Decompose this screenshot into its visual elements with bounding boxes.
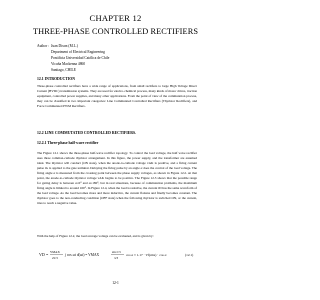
equation-number: (12.1) [185,253,194,257]
equation-integral: ∫ cos ωt d(ωt) = VMAX [65,253,100,257]
body-paragraph: The Figure 12.1 shows the three-phase half-wave rectifier topology. To control the load voltage, the half wave rectifier uses three common-cathode thyristor arrangement. In this figure, the power supply, and the transformer are assumed ideal. The thyristor will conduct (ON state), when the anode-to-cathode voltage vAK is positive, and a firing current pulse iG is applied to the gate terminal. Delaying the firing pulse by an angle α does the control of the load voltage. The firing angle α is measured from the crossing point between the phase supply voltages, as shown in Figure 12.2. At that point, the anode-to-cathode thyristor voltage vAK begins to be positive. The Figure 12.3 shows that the possible range for gating delay is between α=0° and α=180°, but in real situations, because of commutation problems, the maximum firing angle is limited to around 160°. In Figure 12.4, when the load is resistive, the current iD has the same waveform of the load voltage. As the load becomes more and more inductive, the current flattens and finally becomes constant. The thyristor goes to the non-conducting condition (OFF state) when the following thyristor is switched ON, or the current, tries to reach a negative value. [37,151,197,205]
section-heading-line-commutated: 12.2 LINE COMMUTATED CONTROLLED RECTIFIERS. [37,131,137,135]
author-university: Pontificia Universidad Católica de Chile [51,55,110,60]
intro-paragraph: Three-phase controlled rectifiers have a wide range of applications, from small rectifiers to large High Voltage Direct Current (HVDC) transmission systems. They are used for electro-chemical process, many kinds of motor drives, traction equipment, controlled power supplies, and many other applications. From the point of view of the commutation process, they can be classified in two important categories: Line Commutated Controlled Rectifiers (Thyristor Rectifiers), and Force Commutated PWM Rectifiers. [37,84,197,108]
page-number: 12-1 [112,281,119,285]
author-lines [51,44,109,74]
chapter-number: CHAPTER 12 [89,13,142,23]
author-label: Author : [37,44,50,48]
equation-tail: cos α ≈ 1.17 · Vf(rms) · cos α [126,253,167,257]
equation-frac-denominator: 2π/3 [52,256,58,260]
equation-lhs: VD [39,252,45,257]
subsection-heading-half-wave: 12.2.1 Three-phase half-wave rectifier [37,141,99,145]
equation-rhs-denominator: π/3 [114,256,119,260]
formula-intro: With the help of Figure 12.2, the load average voltage can be evaluated, and is given by: [37,234,154,238]
author-name: Juan Dixon (M.L.) [51,44,78,48]
author-department: Department of Electrical Engineering [51,49,105,54]
section-heading-introduction: 12.1 INTRODUCTION [37,77,75,81]
equation-12-1 [37,243,197,265]
author-city: Santiago, CHILE [51,67,76,72]
equation-frac-numerator: VMAX [50,250,60,254]
equation-rhs-numerator: sin π/3 [112,250,121,254]
equation-equals: = [46,252,49,257]
chapter-title: THREE-PHASE CONTROLLED RECTIFIERS [32,27,199,36]
author-address: Vicuña Mackenna 4860 [51,61,86,66]
